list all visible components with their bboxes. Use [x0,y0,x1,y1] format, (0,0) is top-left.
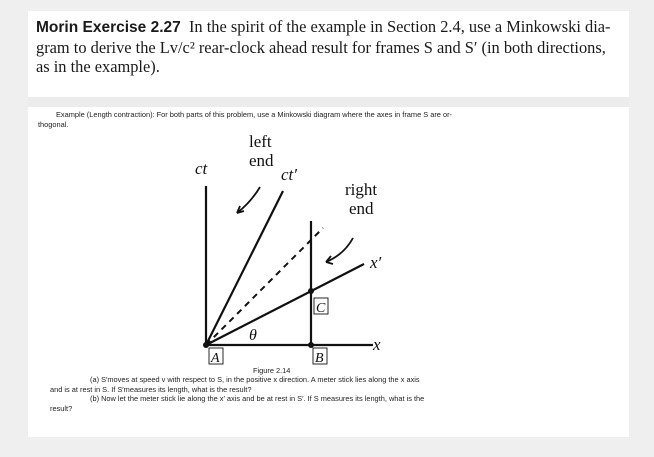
x-prime-axis [206,264,364,345]
left-end-label-2: end [249,151,274,170]
minkowski-diagram [28,107,629,369]
point-c-label: C [316,301,326,316]
right-end-label-1: right [345,180,378,199]
exercise-text-line-1: In the spirit of the example in Section 2.4, use a Minkowski dia- [188,17,611,36]
exercise-text-line-3: as in the example). [36,57,160,76]
left-end-arrow [237,187,260,213]
example-intro-line-2: thogonal. [38,119,69,129]
part-a-line-1: (a) S′moves at speed v with respect to S, in the positive x direction. A meter stick lies along the x axis [90,375,420,384]
exercise-card [28,11,629,437]
ct-prime-label: ct′ [281,165,297,184]
exercise-parts [50,375,610,413]
right-end-label-2: end [349,199,374,218]
exercise-text-line-2: gram to derive the Lv/c² rear-clock ahead result for frames S and S′ (in both directions, [36,37,606,57]
point-c-dot [308,288,314,294]
example-intro-line-1: Example (Length contraction): For both parts of this problem, use a Minkowski diagram where the axes in frame S are or- [56,110,452,119]
ct-label: ct [195,159,208,178]
figure-caption: Figure 2.14 [253,366,291,375]
part-b-line-1: (b) Now let the meter stick lie along the x′ axis and be at rest in S′. If S measures its length, what is the [90,394,425,404]
exercise-title: Morin Exercise 2.27 [36,19,181,36]
part-a-line-2: and is at rest in S. If S′measures its length, what is the result? [50,384,252,394]
point-a-label: A [211,351,220,366]
theta-label: θ [249,327,257,344]
ct-prime-axis [206,191,283,345]
left-end-label-1: left [249,132,272,151]
point-b-label: B [315,351,324,366]
exercise-statement [36,17,622,77]
point-a-dot [203,342,209,348]
x-label: x [373,335,381,354]
light-line [206,228,323,345]
x-prime-label: x′ [370,253,382,272]
point-b-dot [308,342,314,348]
part-b-line-2: result? [50,403,73,413]
separator-band [28,97,629,107]
